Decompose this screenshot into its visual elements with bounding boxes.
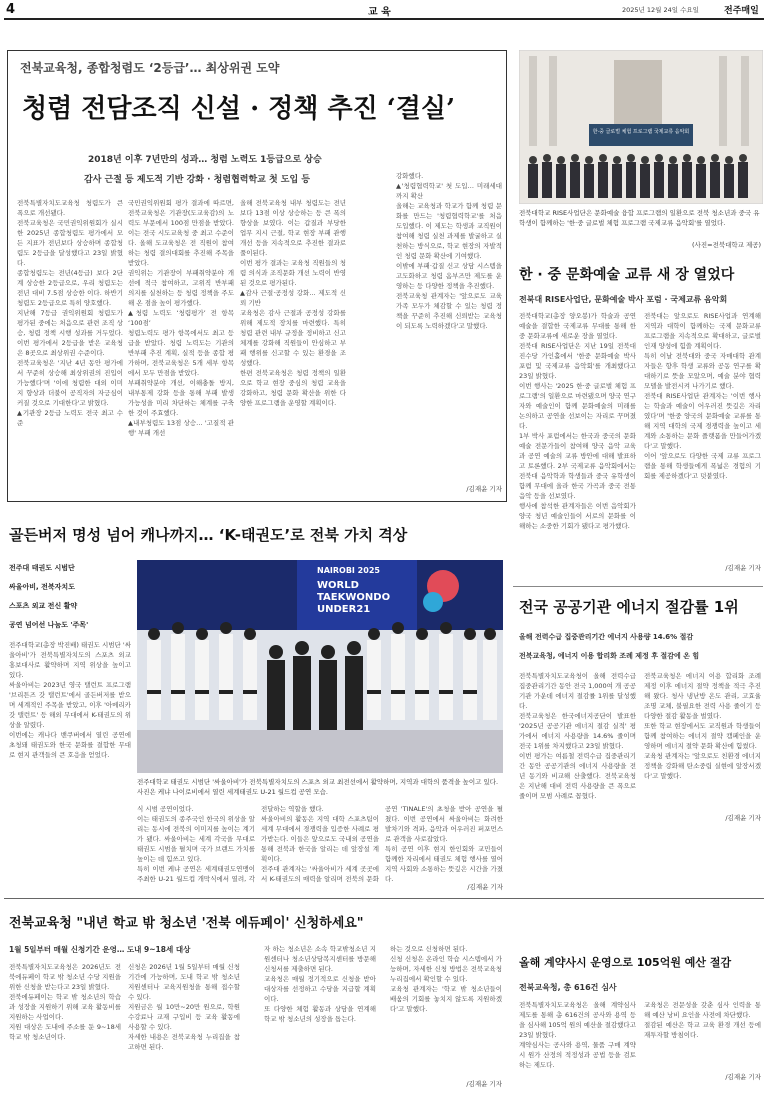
article4-headline: 전국 공공기관 에너지 절감률 1위: [519, 598, 739, 616]
article5-headline: 전북교육청 "내년 학교 밖 청소년 '전북 에듀페이' 신청하세요": [9, 916, 364, 931]
article1-subhead2: 감사 근절 등 제도적 기반 강화 · 청렴협력학교 첫 도입 등: [84, 175, 311, 185]
article4-top-rule: [513, 586, 763, 587]
concert-photo: [519, 50, 763, 204]
article6-col2: 교육청은 전문성을 갖춘 심사 인력을 통해 예산 낭비 요인을 사전에 차단했다. 절감된 예산은 학교 교육 환경 개선 등에 재투자할 방침이다.: [644, 1001, 761, 1039]
article5-subhead: 1월 5일부터 매월 신청기간 운영… 도내 9~18세 대상: [9, 945, 191, 954]
taekwondo-caption-text: 전주대학교 태권도 시범단 '싸울아비'가 전북특별자치도의 스포츠 외교 최전선에서 활약하며, 지역과 대학의 품격을 높이고 있다. 사진은 케냐 나이로비에서 열린 세계태권도 U-21 월드컵 공연 모습.: [137, 778, 499, 796]
article2-headline: 한 · 중 문화예술 교류 새 장 열었다: [519, 267, 735, 283]
concert-banner: 한·중 글로벌 체험 프로그램 국제교류 음악회: [592, 129, 690, 135]
photo-location-text: NAIROBI 2025: [317, 566, 380, 575]
paper-name: 전주매일: [724, 6, 759, 16]
article2-byline: /김재윤 기자: [725, 564, 761, 572]
page-number: 4: [6, 2, 16, 17]
article5-col1: 전북특별자치도교육청은 2026년도 전북에듀페이 학교 밖 청소년 수당 지원을 위한 신청을 받는다고 23일 밝혔다. 전북에듀페이는 학교 밖 청소년의 학습과 성장을 지원하기 위해 교육 활동비를 지원하는 사업이다. 지원 대상은 도내에 주소를 둔 9~18세 학교 밖 청소년이다.: [9, 963, 121, 1041]
article1-col2: 국민권익위원회 평가 결과에 따르면, 전북교육청은 기관장(도교육감)의 노력도 부문에서 100점 만점을 받았다. 이는 전국 시도교육청 중 최고 수준이다. 올해 도교육청은 전 직원이 참여하는 청렴 결의대회를 추진해 주목을 받았다. 권익위는 기관장이 부패취약분야 개선에 적극 참여하고, 고위직 반부패 의지를 실천하는 등 청렴 정책을 주도해 온 점을 높이 평가했다. ▲청렴 노력도 ‘청렴평가’ 전 항목 ‘100점’ 청렴노력도 평가 항목에서도 최고 등급을 받았다. 청렴 노력도는 기관의 반부패 추진 계획, 실적 등을 종합 평가하며, 전북교육청은 5개 세부 항목에서 모두 만점을 받았다. 부패취약분야 개선, 이해충돌 방지, 내부통제 강화 등을 통해 부패 발생 가능성을 미리 차단하는 체계를 구축한 것이 주효했다. ▲내부청렴도 13점 상승… '고질적 관행' 부패 개선: [128, 199, 234, 437]
side-head-4: 공연 넘어선 나눔도 '주목': [9, 621, 89, 629]
article1-subhead1: 2018년 이후 7년만의 성과… 청렴 노력도 1등급으로 상승: [88, 155, 322, 165]
side-head-2: 싸울아비, 전북자치도: [9, 583, 75, 591]
article5-col2: 신청은 2026년 1월 5일부터 매월 신청기간에 가능하며, 도내 학교 밖 청소년 지원센터나 교육지원청을 통해 접수할 수 있다. 지원금은 월 10만~20만 원으로, 학원 수강료나 교재 구입비 등 교육 활동에 사용할 수 있다. 자세한 내용은 전북교육청 누리집을 참고하면 된다.: [128, 963, 240, 1051]
article4-col2: 전북교육청은 에너지 이용 합리화 조례 제정 이후 에너지 절약 정책을 적극 추진해 왔다. 청사 냉난방 온도 관리, 고효율 조명 교체, 불필요한 전력 사용 줄이기 등 다양한 절감 활동을 벌였다. 또한 학교 현장에서도 교직원과 학생들이 함께 참여하는 에너지 절약 캠페인을 운영하며 에너지 절약 문화 확산에 힘썼다. 교육청 관계자는 '앞으로도 친환경 에너지 정책을 강화해 탄소중립 실현에 앞장서겠다'고 말했다.: [644, 672, 761, 780]
article1-col4: 강화했다. ▲'청렴협력학교' 첫 도입… 미래세대까지 확산 올해는 교육청과 학교가 함께 청렴 문화를 만드는 '청렴협력학교'를 처음 도입했다. 이 제도는 학생과 교직원이 참여해 청렴 실천 과제를 발굴하고 실천하는 방식으로, 학교 현장의 자발적인 청렴 문화 확산에 기여했다. 이밖에 부패·갑질 신고 상담 시스템을 고도화하고 청렴 옴부즈만 제도를 운영하는 등 다양한 정책을 추진했다. 전북교육청 관계자는 '앞으로도 교육가족 모두가 체감할 수 있는 청렴 정책을 꾸준히 추진해 신뢰받는 교육청이 되도록 노력하겠다'고 말했다.: [396, 172, 502, 330]
article1-col1: 전북특별자치도교육청 청렴도가 큰 폭으로 개선됐다. 전북교육청은 국민권익위원회가 실시한 2025년 종합청렴도 평가에서 모든 지표가 전년보다 상승하며 종합청렴도 2등급을 달성했다고 23일 밝혔다. 종합청렴도는 전년(4등급) 보다 2단계 상승한 2등급으로, 우리 청렴도는 전년 대비 7.5점 상승한 이다. 하반기 청렴도 2등급으로 특히 양호했다. 지난해 7등급 권익위원회 청렴도가 평가된 중에는 처음으로 관련 조직 상승, 청렴 정책 시행 성과를 거두었다. 이번 평가에서 2등급을 받은 교육청은 8곳으로 최상위권 수준이다. 전북교육청은 '지난 4년 동안 평가에서 꾸준히 상승해 최상위권의 진입이 가능했다'며 '이에 청렴한 대외 이미지 향상과 더불어 공직자의 자긍심이 커질 것으로 기대한다'고 밝혔다. ▲기관장 2등급 노력도 전국 최고 수준: [17, 199, 123, 427]
article1-headline: 청렴 전담조직 신설 · 정책 추진 ‘결실’: [22, 94, 456, 124]
taekwondo-photo: [137, 560, 503, 773]
side-head-1: 전주대 태권도 시범단: [9, 564, 75, 572]
bottom-section-rule: [4, 898, 764, 899]
article6-col1: 전북특별자치도교육청은 올해 계약심사 제도를 통해 총 616건의 공사와 용역 등을 심사해 105억 원의 예산을 절감했다고 23일 밝혔다. 계약심사는 공사와 용역, 물품 구매 계약 시 원가 산정의 적정성과 공법 등을 검토하는 제도다.: [519, 1001, 636, 1069]
article5-col3: 자 하는 청소년은 소속 학교밖청소년 지원센터나 청소년상담복지센터를 방문해 신청서를 제출하면 된다. 교육청은 매월 정기적으로 신청을 받아 대상자를 선정하고 수당을 지급할 계획이다. 또 다양한 체험 활동과 상담을 연계해 학교 밖 청소년의 성장을 돕는다.: [264, 945, 376, 1023]
section-name: 교 육: [368, 7, 391, 18]
concert-caption-text: 전북대학교 RISE사업단은 문화예술 융합 프로그램의 일환으로 전북 청소년과 중국 유학생이 함께하는 '한·중 글로벌 체험 프로그램 국제교류 음악회'를 열었다.: [519, 209, 760, 227]
article1-col3: 올해 전북교육청 내부 청렴도는 전년보다 13점 이상 상승하는 등 큰 폭의 향상을 보였다. 이는 갑질과 부당한 업무 지시 근절, 학교 현장 부패 관행 개선 등을 지속적으로 추진한 결과로 풀이된다. 이번 평가 결과는 교육청 직원들의 청렴 의식과 조직문화 개선 노력이 반영된 것으로 평가된다. ▲감사 근절·공정성 강화… 제도적 신뢰 기반 교육청은 감사 근절과 공정성 강화를 위해 제도적 장치를 마련했다. 특히 청렴 관련 내부 규정을 정비하고 신고 체계를 강화해 직원들이 안심하고 부패 행위를 신고할 수 있는 환경을 조성했다. 한편 전북교육청은 청렴 정책의 일환으로 학교 현장 중심의 청렴 교육을 강화하고, 청렴 문화 확산을 위한 다양한 프로그램을 운영할 계획이다.: [240, 199, 346, 407]
article4-subhead1: 올해 전력수급 집중관리기간 에너지 사용량 14.6% 절감: [519, 633, 694, 641]
article-integrity: [7, 50, 507, 502]
article3-col3: 전달하는 역할을 했다. 싸울아비의 활동은 지역 대학 스포츠팀이 세계 무대에서 경쟁력을 입증한 사례로 평가받는다. 이들은 앞으로도 국내외 공연을 통해 전북과 한국을 알리는 데 앞장설 계획이다. 전주대 관계자는 '싸울아비가 세계 곳곳에서 K-태권도의 매력을 알리며 전북의 문화: [261, 805, 379, 883]
article1-byline: /김재윤 기자: [466, 485, 502, 493]
taekwondo-photo-caption: [137, 777, 503, 799]
article3-col4: 공연 'TINALE'의 초청을 받아 공연을 펼쳤다. 이번 공연에서 싸울아비는 화려한 발차기와 격파, 음악과 어우러진 퍼포먼스로 관객을 사로잡았다. 특히 공연 이후 현지 한인회와 교민들이 함께한 자리에서 태권도 체험 행사를 열어 지역 사회와 소통하는 뜻깊은 시간을 가졌다.: [385, 805, 503, 883]
page-header: [0, 0, 768, 20]
issue-date: 2025년 12월 24일 수요일: [622, 6, 699, 14]
article6-headline: 올해 계약사시 운영으로 105억원 예산 절감: [519, 956, 732, 969]
article6-byline: /김재윤 기자: [725, 1073, 761, 1081]
article6-subhead: 전북교육청, 총 616건 심사: [519, 983, 617, 992]
side-head-3: 스포츠 외교 전신 활약: [9, 602, 78, 610]
article4-col1: 전북특별자치도교육청이 올해 전력수급 집중관리기간 동안 전국 1,000여 개 공공기관 가운데 에너지 절감률 1위를 달성했다. 전북교육청은 한국에너지공단이 발표한 '2025년 공공기관 에너지 절감 실적' 평가에서 에너지 사용량을 14.6% 줄이며 전국 1위를 차지했다고 23일 밝혔다. 이번 평가는 여름철 전력수급 집중관리기간 동안 공공기관의 에너지 사용량을 전년 동기와 비교해 산출했다. 전북교육청은 지난해 대비 전력 사용량을 큰 폭으로 줄이며 모범 사례로 꼽혔다.: [519, 672, 636, 800]
article3-col1: 전주대학교(총장 박진배) 태권도 시범단 '싸울아비'가 전북특별자치도의 스포츠 외교 홍보대사로 활약하며 지역 위상을 높이고 있다. 싸울아비는 2023년 영국 탤런트 프로그램 '브리튼즈 갓 탤런트'에서 골든버저를 받으며 세계적인 주목을 받았고, 이후 '아메리카 갓 탤런트' 등 해외 무대에서 K-태권도의 위상을 알렸다. 이번에는 캐나다 밴쿠버에서 열린 공연에 초청돼 태권도와 한국 문화를 결합한 무대로 현지 관객들의 큰 호응을 얻었다.: [9, 641, 131, 759]
article4-byline: /김재윤 기자: [725, 814, 761, 822]
article3-byline: /김재윤 기자: [467, 883, 503, 891]
concert-photo-image: [519, 50, 763, 204]
article2-col1: 전북대학교(총장 양오봉)가 학술과 공연예술을 결합한 국제교류 무대를 통해 한중 문화교류에 새로운 장을 열었다. 전북대 RISE사업단은 지난 19일 전북대 진수당 가인홀에서 '한중 문화예술 박사 포럼 및 국제교류 음악회'를 개최했다고 23일 밝혔다. 이번 행사는 '2025 한·중 글로벌 체험 프로그램'의 일환으로 마련됐으며 양국 연구자와 예술인이 함께 문화예술의 미래를 논의하고 공연을 선보이는 자리로 꾸며졌다. 1부 박사 포럼에서는 한국과 중국의 문화예술 전문가들이 참여해 양국 음악 교육과 공연 예술의 교류 방안에 대해 발표하고 토론했다. 2부 국제교류 음악회에서는 전북대 음악학과 학생들과 중국 유학생이 함께 무대에 올라 한국 가곡과 중국 전통 음악 등을 선보였다. 행사에 참석한 관계자들은 이번 음악회가 양국 청년 예술인들이 서로의 문화를 이해하는 소중한 기회가 됐다고 평가했다.: [519, 312, 636, 530]
article5-col4: 하는 것으로 신청하면 된다. 신청 신청은 온라인 학습 시스템에서 가능하며, 자세한 신청 방법은 전북교육청 누리집에서 확인할 수 있다. 교육청 관계자는 '학교 밖 청소년들이 배움의 기회를 놓치지 않도록 지원하겠다'고 말했다.: [390, 945, 502, 1013]
concert-photo-credit: (사진=전북대학교 제공): [692, 241, 762, 249]
article3-side-heads: [9, 560, 131, 633]
article3-col2: 식 시범 공연이었다. 이는 태권도의 종주국인 한국의 위상을 알리는 동시에 전북의 이미지를 높이는 계기가 됐다. 싸울아비는 세계 각국을 무대로 태권도 시범을 펼치며 국가 브랜드 가치를 높이는 데 힘쓰고 있다. 특히 이번 케냐 공연은 세계태권도연맹이 주최한 U-21 월드컵 개막식에서 열려, 각: [137, 805, 255, 883]
article5-byline: /김재윤 기자: [466, 1080, 502, 1088]
article2-col2: 전북대는 앞으로도 RISE사업과 연계해 지역과 대학이 함께하는 국제 문화교류 프로그램을 지속적으로 확대하고, 글로벌 인재 양성에 힘쓸 계획이다. 특히 이날 전북대와 중국 자매대학 관계자들은 향후 학생 교류와 공동 연구를 확대하기로 뜻을 모았으며, 예술 분야 협력 모델을 발전시켜 나가기로 했다. 전북대 RISE사업단 관계자는 '이번 행사는 학술과 예술이 어우러진 뜻깊은 자리였다'며 '한중 양국의 문화예술 교류를 통해 지역 대학의 국제 경쟁력을 높이고 세계와 소통하는 문화 플랫폼을 만들어가겠다'고 말했다. 이어 '앞으로도 다양한 국제 교류 프로그램을 통해 학생들에게 폭넓은 경험의 기회를 제공하겠다'고 덧붙였다.: [644, 312, 761, 480]
photo-event-text: WORLD TAEKWONDO UNDER21: [317, 580, 391, 615]
header-rule: [4, 18, 764, 20]
article3-headline: 골든버저 명성 넘어 캐나까지… ‘K-태권도’로 전북 가치 격상: [9, 526, 408, 544]
article2-subhead: 전북대 RISE사업단, 문화예술 박사 포럼 · 국제교류 음악회: [519, 295, 728, 304]
article1-kicker: 전북교육청, 종합청렴도 ‘2등급’… 최상위권 도약: [20, 61, 280, 75]
article4-subhead2: 전북교육청, 에너지 이용 합리화 조례 제정 후 절감에 온 힘: [519, 652, 700, 660]
